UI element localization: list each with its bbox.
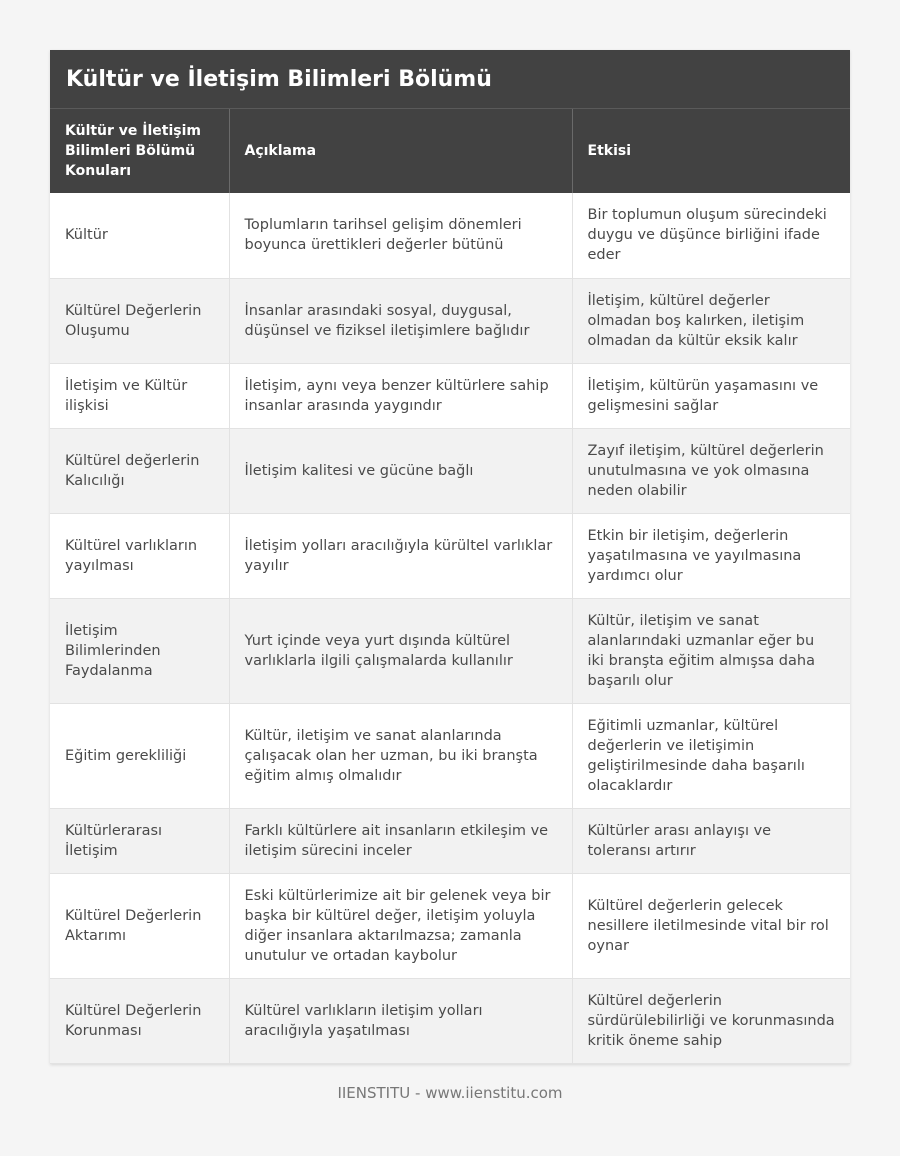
cell-effect: Zayıf iletişim, kültürel değerlerin unutulmasına ve yok olmasına neden olabilir [572, 428, 850, 513]
cell-description: Kültür, iletişim ve sanat alanlarında çalışacak olan her uzman, bu iki branşta eğitim almış olmalıdır [229, 703, 572, 808]
table-row [50, 978, 850, 1063]
cell-effect: İletişim, kültürel değerler olmadan boş kalırken, iletişim olmadan da kültür eksik kalır [572, 278, 850, 363]
cell-effect: Bir toplumun oluşum sürecindeki duygu ve düşünce birliğini ifade eder [572, 193, 850, 278]
cell-topic: Kültürel Değerlerin Oluşumu [50, 278, 229, 363]
cell-description: Kültürel varlıkların iletişim yolları aracılığıyla yaşatılması [229, 978, 572, 1063]
cell-effect: Kültür, iletişim ve sanat alanlarındaki uzmanlar eğer bu iki branşta eğitim almışsa daha başarılı olur [572, 598, 850, 703]
cell-description: İletişim yolları aracılığıyla kürültel varlıklar yayılır [229, 513, 572, 598]
table-row [50, 363, 850, 428]
cell-topic: Eğitim gerekliliği [50, 703, 229, 808]
cell-description: İletişim, aynı veya benzer kültürlere sahip insanlar arasında yaygındır [229, 363, 572, 428]
cell-effect: Eğitimli uzmanlar, kültürel değerlerin ve iletişimin geliştirilmesinde daha başarılı olacaklardır [572, 703, 850, 808]
cell-description: Toplumların tarihsel gelişim dönemleri boyunca ürettikleri değerler bütünü [229, 193, 572, 278]
cell-effect: Kültürler arası anlayışı ve toleransı artırır [572, 808, 850, 873]
header-topics: Kültür ve İletişim Bilimleri Bölümü Konuları [50, 109, 229, 193]
table-row [50, 428, 850, 513]
cell-effect: Etkin bir iletişim, değerlerin yaşatılmasına ve yayılmasına yardımcı olur [572, 513, 850, 598]
footer-credit: IIENSTITU - www.iienstitu.com [337, 1084, 563, 1102]
cell-description: Eski kültürlerimize ait bir gelenek veya bir başka bir kültürel değer, iletişim yoluyla diğer insanlara aktarılmazsa; zamanla unutulur ve ortadan kaybolur [229, 873, 572, 978]
table-title: Kültür ve İletişim Bilimleri Bölümü [50, 50, 850, 109]
cell-topic: Kültürel Değerlerin Korunması [50, 978, 229, 1063]
cell-description: İletişim kalitesi ve gücüne bağlı [229, 428, 572, 513]
cell-effect: Kültürel değerlerin sürdürülebilirliği ve korunmasında kritik öneme sahip [572, 978, 850, 1063]
cell-description: Farklı kültürlere ait insanların etkileşim ve iletişim sürecini inceler [229, 808, 572, 873]
header-description: Açıklama [229, 109, 572, 193]
cell-topic: Kültürel varlıkların yayılması [50, 513, 229, 598]
table-row [50, 808, 850, 873]
header-effect: Etkisi [572, 109, 850, 193]
table-card [50, 50, 850, 1064]
topics-table [50, 109, 850, 1064]
cell-topic: İletişim ve Kültür ilişkisi [50, 363, 229, 428]
table-row [50, 513, 850, 598]
header-row [50, 109, 850, 193]
cell-effect: İletişim, kültürün yaşamasını ve gelişmesini sağlar [572, 363, 850, 428]
cell-topic: Kültürel Değerlerin Aktarımı [50, 873, 229, 978]
table-row [50, 278, 850, 363]
cell-effect: Kültürel değerlerin gelecek nesillere iletilmesinde vital bir rol oynar [572, 873, 850, 978]
cell-description: Yurt içinde veya yurt dışında kültürel varlıklarla ilgili çalışmalarda kullanılır [229, 598, 572, 703]
table-row [50, 703, 850, 808]
table-row [50, 873, 850, 978]
cell-topic: İletişim Bilimlerinden Faydalanma [50, 598, 229, 703]
cell-topic: Kültürlerarası İletişim [50, 808, 229, 873]
cell-topic: Kültür [50, 193, 229, 278]
table-row [50, 598, 850, 703]
cell-topic: Kültürel değerlerin Kalıcılığı [50, 428, 229, 513]
cell-description: İnsanlar arasındaki sosyal, duygusal, düşünsel ve fiziksel iletişimlere bağlıdır [229, 278, 572, 363]
table-row [50, 193, 850, 278]
